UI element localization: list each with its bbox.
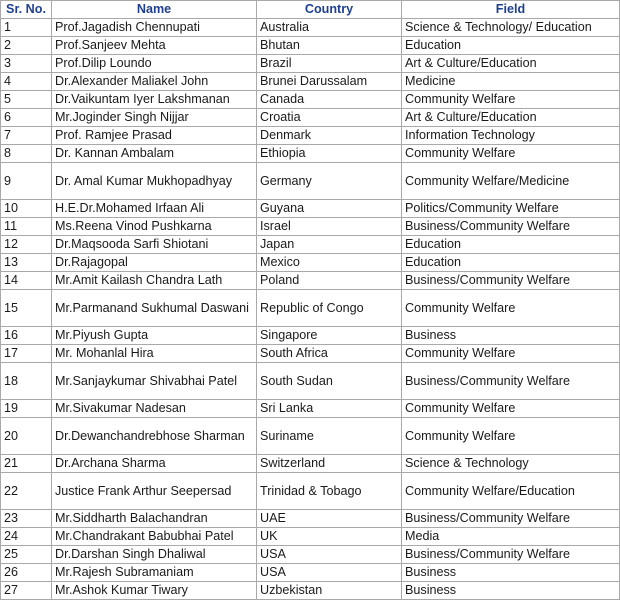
cell-field: Community Welfare xyxy=(402,418,620,455)
table-row xyxy=(1,564,620,582)
cell-field: Community Welfare/Education xyxy=(402,473,620,510)
cell-name: Mr. Mohanlal Hira xyxy=(52,345,257,363)
cell-name: Mr.Parmanand Sukhumal Daswani xyxy=(52,290,257,327)
cell-country: Denmark xyxy=(257,127,402,145)
cell-name: Justice Frank Arthur Seepersad xyxy=(52,473,257,510)
cell-field: Media xyxy=(402,528,620,546)
cell-name: Prof.Dilip Loundo xyxy=(52,55,257,73)
cell-country: Germany xyxy=(257,163,402,200)
cell-name: Prof.Sanjeev Mehta xyxy=(52,37,257,55)
cell-name: Dr.Darshan Singh Dhaliwal xyxy=(52,546,257,564)
cell-sr: 1 xyxy=(1,19,52,37)
table-row xyxy=(1,327,620,345)
table-row xyxy=(1,400,620,418)
table-row xyxy=(1,290,620,327)
cell-country: Mexico xyxy=(257,254,402,272)
table-row xyxy=(1,73,620,91)
cell-name: Mr.Sivakumar Nadesan xyxy=(52,400,257,418)
cell-field: Art & Culture/Education xyxy=(402,55,620,73)
cell-field: Information Technology xyxy=(402,127,620,145)
table-row xyxy=(1,145,620,163)
cell-name: Mr.Amit Kailash Chandra Lath xyxy=(52,272,257,290)
cell-field: Community Welfare/Medicine xyxy=(402,163,620,200)
cell-country: Sri Lanka xyxy=(257,400,402,418)
cell-sr: 12 xyxy=(1,236,52,254)
cell-country: Uzbekistan xyxy=(257,582,402,600)
cell-name: Mr.Sanjaykumar Shivabhai Patel xyxy=(52,363,257,400)
cell-name: Dr.Dewanchandrebhose Sharman xyxy=(52,418,257,455)
cell-country: Singapore xyxy=(257,327,402,345)
table-row xyxy=(1,200,620,218)
cell-sr: 22 xyxy=(1,473,52,510)
cell-name: Mr.Ashok Kumar Tiwary xyxy=(52,582,257,600)
cell-field: Business/Community Welfare xyxy=(402,363,620,400)
cell-field: Science & Technology xyxy=(402,455,620,473)
cell-sr: 5 xyxy=(1,91,52,109)
cell-country: Japan xyxy=(257,236,402,254)
table-row xyxy=(1,272,620,290)
cell-field: Education xyxy=(402,236,620,254)
cell-country: USA xyxy=(257,564,402,582)
cell-sr: 27 xyxy=(1,582,52,600)
cell-country: Guyana xyxy=(257,200,402,218)
cell-sr: 4 xyxy=(1,73,52,91)
cell-country: Australia xyxy=(257,19,402,37)
cell-country: Poland xyxy=(257,272,402,290)
header-country: Country xyxy=(257,1,402,19)
table-row xyxy=(1,546,620,564)
cell-country: Ethiopia xyxy=(257,145,402,163)
cell-name: H.E.Dr.Mohamed Irfaan Ali xyxy=(52,200,257,218)
cell-field: Community Welfare xyxy=(402,145,620,163)
header-name: Name xyxy=(52,1,257,19)
cell-field: Business/Community Welfare xyxy=(402,218,620,236)
table-row xyxy=(1,127,620,145)
cell-sr: 26 xyxy=(1,564,52,582)
table-row xyxy=(1,55,620,73)
cell-country: UK xyxy=(257,528,402,546)
cell-name: Mr.Siddharth Balachandran xyxy=(52,510,257,528)
table-row xyxy=(1,528,620,546)
cell-name: Prof.Jagadish Chennupati xyxy=(52,19,257,37)
cell-field: Education xyxy=(402,254,620,272)
table-body xyxy=(1,19,620,600)
cell-name: Mr.Joginder Singh Nijjar xyxy=(52,109,257,127)
cell-sr: 2 xyxy=(1,37,52,55)
cell-country: South Sudan xyxy=(257,363,402,400)
cell-field: Community Welfare xyxy=(402,345,620,363)
table-row xyxy=(1,418,620,455)
cell-name: Dr.Vaikuntam Iyer Lakshmanan xyxy=(52,91,257,109)
cell-country: Republic of Congo xyxy=(257,290,402,327)
cell-field: Community Welfare xyxy=(402,91,620,109)
cell-field: Education xyxy=(402,37,620,55)
cell-sr: 18 xyxy=(1,363,52,400)
table-row xyxy=(1,455,620,473)
table-row xyxy=(1,582,620,600)
cell-country: Brunei Darussalam xyxy=(257,73,402,91)
cell-field: Business/Community Welfare xyxy=(402,272,620,290)
table-row xyxy=(1,218,620,236)
cell-country: South Africa xyxy=(257,345,402,363)
cell-sr: 8 xyxy=(1,145,52,163)
cell-sr: 17 xyxy=(1,345,52,363)
cell-field: Science & Technology/ Education xyxy=(402,19,620,37)
cell-name: Dr.Maqsooda Sarfi Shiotani xyxy=(52,236,257,254)
cell-name: Dr. Kannan Ambalam xyxy=(52,145,257,163)
cell-sr: 20 xyxy=(1,418,52,455)
cell-country: Bhutan xyxy=(257,37,402,55)
table-row xyxy=(1,363,620,400)
cell-sr: 11 xyxy=(1,218,52,236)
table-row xyxy=(1,236,620,254)
cell-field: Business/Community Welfare xyxy=(402,546,620,564)
cell-name: Ms.Reena Vinod Pushkarna xyxy=(52,218,257,236)
cell-name: Prof. Ramjee Prasad xyxy=(52,127,257,145)
cell-country: UAE xyxy=(257,510,402,528)
cell-sr: 21 xyxy=(1,455,52,473)
cell-name: Mr.Piyush Gupta xyxy=(52,327,257,345)
cell-sr: 13 xyxy=(1,254,52,272)
cell-sr: 3 xyxy=(1,55,52,73)
cell-name: Dr. Amal Kumar Mukhopadhyay xyxy=(52,163,257,200)
cell-sr: 10 xyxy=(1,200,52,218)
cell-field: Politics/Community Welfare xyxy=(402,200,620,218)
cell-name: Dr.Rajagopal xyxy=(52,254,257,272)
cell-sr: 6 xyxy=(1,109,52,127)
cell-name: Mr.Rajesh Subramaniam xyxy=(52,564,257,582)
cell-sr: 25 xyxy=(1,546,52,564)
cell-sr: 9 xyxy=(1,163,52,200)
cell-country: Canada xyxy=(257,91,402,109)
cell-field: Art & Culture/Education xyxy=(402,109,620,127)
table-row xyxy=(1,163,620,200)
cell-country: Switzerland xyxy=(257,455,402,473)
table-row xyxy=(1,109,620,127)
cell-name: Dr.Archana Sharma xyxy=(52,455,257,473)
cell-name: Dr.Alexander Maliakel John xyxy=(52,73,257,91)
cell-country: Trinidad & Tobago xyxy=(257,473,402,510)
cell-country: Croatia xyxy=(257,109,402,127)
cell-field: Community Welfare xyxy=(402,400,620,418)
cell-sr: 14 xyxy=(1,272,52,290)
cell-sr: 16 xyxy=(1,327,52,345)
cell-country: USA xyxy=(257,546,402,564)
cell-name: Mr.Chandrakant Babubhai Patel xyxy=(52,528,257,546)
cell-sr: 23 xyxy=(1,510,52,528)
cell-field: Community Welfare xyxy=(402,290,620,327)
header-field: Field xyxy=(402,1,620,19)
cell-country: Israel xyxy=(257,218,402,236)
cell-sr: 19 xyxy=(1,400,52,418)
cell-field: Business xyxy=(402,564,620,582)
cell-field: Business xyxy=(402,582,620,600)
header-sr-no: Sr. No. xyxy=(1,1,52,19)
cell-country: Brazil xyxy=(257,55,402,73)
table-row xyxy=(1,510,620,528)
cell-field: Business xyxy=(402,327,620,345)
cell-sr: 24 xyxy=(1,528,52,546)
cell-field: Medicine xyxy=(402,73,620,91)
cell-sr: 15 xyxy=(1,290,52,327)
cell-sr: 7 xyxy=(1,127,52,145)
table-row xyxy=(1,91,620,109)
table-row xyxy=(1,473,620,510)
cell-field: Business/Community Welfare xyxy=(402,510,620,528)
cell-country: Suriname xyxy=(257,418,402,455)
header-row xyxy=(1,1,620,19)
table-row xyxy=(1,254,620,272)
table-row xyxy=(1,345,620,363)
table-row xyxy=(1,19,620,37)
table-row xyxy=(1,37,620,55)
